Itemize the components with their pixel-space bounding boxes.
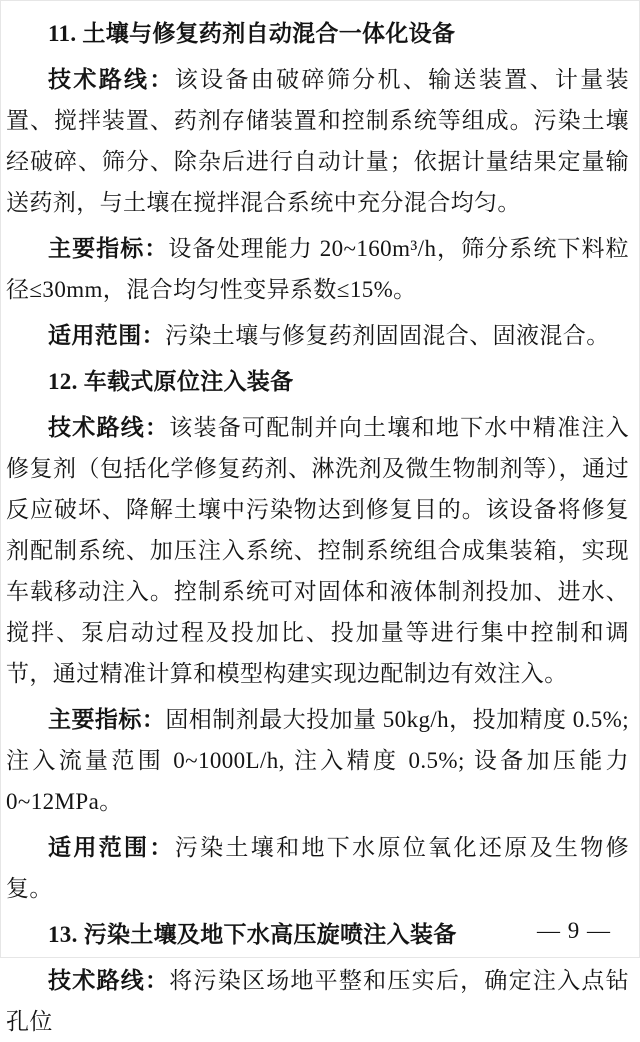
key-indicators-text: 设备处理能力 20~160m³/h，筛分系统下料粒径≤30mm，混合均匀性变异系数≤15%。 xyxy=(6,236,629,302)
section-12-tech-route-paragraph xyxy=(6,407,629,694)
page-number: — 9 — xyxy=(537,918,611,943)
key-indicators-label: 主要指标： xyxy=(48,707,166,732)
section-13-tech-route-paragraph xyxy=(6,960,629,1042)
tech-route-label: 技术路线： xyxy=(48,415,170,440)
section-11-tech-route-paragraph xyxy=(6,59,629,223)
scope-label: 适用范围： xyxy=(48,323,165,348)
tech-route-text: 该设备由破碎筛分机、输送装置、计量装置、搅拌装置、药剂存储装置和控制系统等组成。污染土壤经破碎、筛分、除杂后进行自动计量；依据计量结果定量输送药剂，与土壤在搅拌混合系统中充分混合均匀。 xyxy=(6,67,630,215)
section-12-heading: 12. 车载式原位注入装备 xyxy=(48,369,294,394)
scope-text: 污染土壤与修复药剂固固混合、固液混合。 xyxy=(165,323,610,348)
scope-label: 适用范围： xyxy=(48,835,175,860)
tech-route-text: 将污染区场地平整和压实后，确定注入点钻孔位 xyxy=(6,968,629,1034)
section-11-heading: 11. 土壤与修复药剂自动混合一体化设备 xyxy=(48,21,456,46)
tech-route-label: 技术路线： xyxy=(48,67,175,92)
scope-text: 污染土壤和地下水原位氧化还原及生物修复。 xyxy=(6,835,630,901)
section-13-heading: 13. 污染土壤及地下水高压旋喷注入装备 xyxy=(48,922,457,947)
section-11-scope-paragraph xyxy=(6,315,629,356)
tech-route-text: 该装备可配制并向土壤和地下水中精准注入修复剂（包括化学修复药剂、淋洗剂及微生物制剂等），通过反应破坏、降解土壤中污染物达到修复目的。该设备将修复剂配制系统、加压注入系统、控制系统组合成集装箱，实现车载移动注入。控制系统可对固体和液体制剂投加、进水、搅拌、泵启动过程及投加比、投加量等进行集中控制和调节，通过精准计算和模型构建实现边配制边有效注入。 xyxy=(6,415,629,686)
section-12-scope-paragraph xyxy=(6,827,629,909)
tech-route-label: 技术路线： xyxy=(48,968,170,993)
key-indicators-text: 固相制剂最大投加量 50kg/h，投加精度 0.5%; 注入流量范围 0~1000L/h, 注入精度 0.5%; 设备加压能力 0~12MPa。 xyxy=(6,707,629,814)
key-indicators-label: 主要指标： xyxy=(48,236,169,261)
section-12-key-indicators-paragraph xyxy=(6,699,629,822)
section-11-key-indicators-paragraph xyxy=(6,228,629,310)
